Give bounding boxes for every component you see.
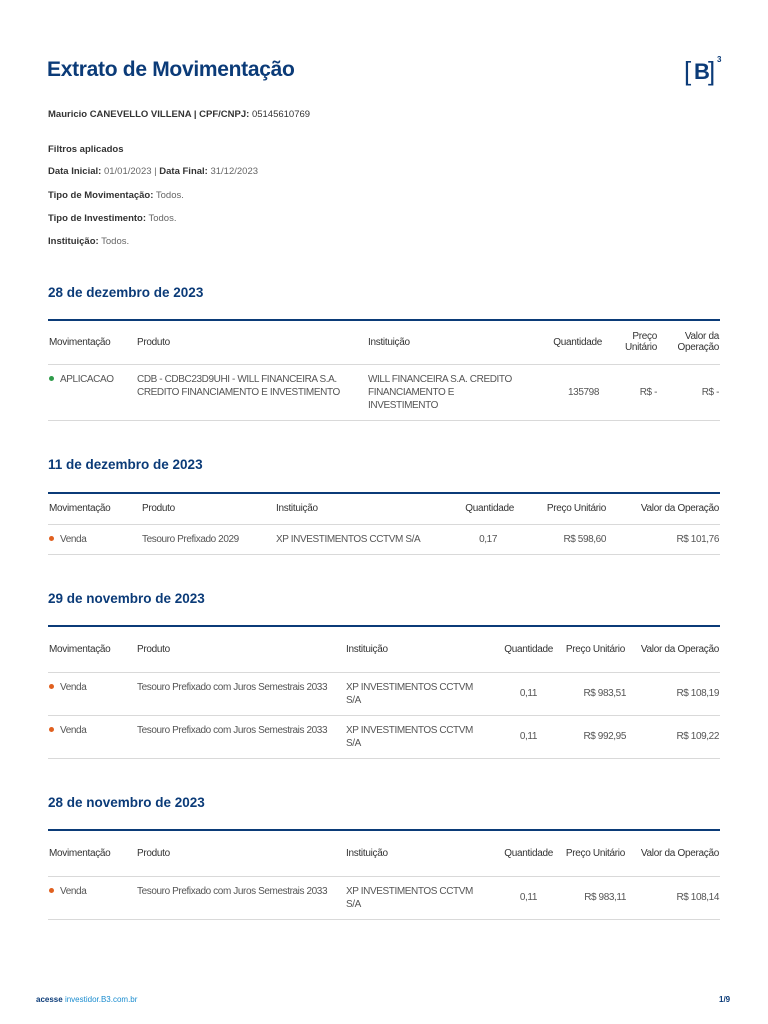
price-cell: R$ 598,60: [563, 533, 606, 545]
holder-name: Mauricio CANEVELLO VILLENA: [48, 109, 192, 120]
movement-table: [48, 319, 720, 421]
status-dot-icon: [49, 376, 54, 381]
value-cell: R$ 108,19: [676, 688, 719, 699]
doc-label: CPF/CNPJ:: [199, 109, 250, 120]
status-dot-icon: [49, 684, 54, 689]
value-cell: R$ 108,14: [676, 892, 719, 903]
col-header: Valor da Operação: [640, 503, 719, 515]
col-header: Produto: [137, 336, 170, 348]
section-date: 28 de novembro de 2023: [48, 795, 205, 810]
status-dot-icon: [49, 888, 54, 893]
table-row: [48, 876, 720, 919]
table-row: [48, 364, 720, 420]
col-header: Instituição: [346, 847, 388, 859]
footer-link[interactable]: investidor.B3.com.br: [64, 995, 138, 1004]
price-cell: R$ 983,11: [584, 892, 626, 903]
filter-institution: Instituição: Todos.: [48, 236, 130, 247]
col-header: Preço Unitário: [624, 331, 657, 354]
doc-value: 05145610769: [251, 109, 311, 120]
value-cell: R$ 101,76: [676, 533, 719, 545]
col-header: Quantidade: [553, 336, 602, 348]
institution-cell: XP INVESTIMENTOS CCTVM S/A: [276, 533, 421, 545]
movement-cell: APLICACAO: [48, 364, 136, 420]
quantity-cell: 0,11: [519, 731, 537, 742]
movement-cell: Venda: [48, 524, 141, 554]
col-header: Preço Unitário: [565, 643, 625, 655]
quantity-cell: 135798: [568, 386, 599, 398]
quantity-cell: 0,17: [479, 533, 497, 545]
product-cell: Tesouro Prefixado com Juros Semestrais 2033: [137, 885, 328, 897]
movement-cell: Venda: [48, 672, 136, 715]
col-header: Movimentação: [49, 336, 111, 348]
col-header: Valor da Operação: [640, 643, 719, 655]
movement-table: [48, 492, 720, 555]
col-header: Preço Unitário: [546, 503, 606, 515]
col-header: Preço Unitário: [565, 847, 625, 859]
col-header: Produto: [137, 643, 170, 655]
price-cell: R$ 992,95: [583, 731, 626, 742]
section-date: 28 de dezembro de 2023: [48, 285, 204, 300]
section-date: 11 de dezembro de 2023: [48, 457, 203, 472]
col-header: Valor da Operação: [640, 847, 719, 859]
filters-heading: Filtros aplicados: [48, 144, 124, 155]
account-holder: Mauricio CANEVELLO VILLENA | CPF/CNPJ: 05145610769: [48, 109, 311, 120]
col-header: Instituição: [346, 643, 388, 655]
col-header: Produto: [137, 847, 170, 859]
col-header: Valor da Operação: [677, 331, 719, 354]
institution-cell: XP INVESTIMENTOS CCTVM S/A: [346, 681, 473, 706]
col-header: Movimentação: [49, 847, 111, 859]
col-header: Quantidade: [504, 643, 553, 655]
price-cell: R$ -: [639, 386, 657, 398]
col-header: Instituição: [276, 503, 318, 515]
table-row: [48, 672, 720, 715]
col-header: Instituição: [368, 336, 410, 348]
quantity-cell: 0,11: [519, 892, 537, 903]
value-cell: R$ -: [701, 386, 719, 398]
status-dot-icon: [49, 536, 54, 541]
status-dot-icon: [49, 727, 54, 732]
movement-table: [48, 829, 720, 920]
movement-table: [48, 625, 720, 759]
movement-cell: Venda: [48, 876, 136, 919]
footer-access: acesse investidor.B3.com.br: [36, 995, 138, 1004]
table-row: [48, 524, 720, 554]
col-header: Quantidade: [504, 847, 553, 859]
page-number: 1/9: [719, 995, 731, 1004]
product-cell: Tesouro Prefixado com Juros Semestrais 2033: [137, 724, 328, 736]
value-cell: R$ 109,22: [676, 731, 719, 742]
filter-investment-type: Tipo de Investimento: Todos.: [48, 213, 177, 224]
product-cell: Tesouro Prefixado com Juros Semestrais 2033: [137, 681, 328, 693]
table-row: [48, 715, 720, 758]
institution-cell: XP INVESTIMENTOS CCTVM S/A: [346, 885, 473, 910]
page-title: Extrato de Movimentação: [47, 58, 295, 81]
col-header: Produto: [142, 503, 175, 515]
institution-cell: WILL FINANCEIRA S.A. CREDITO FINANCIAMENTO E INVESTIMENTO: [368, 373, 512, 411]
col-header: Movimentação: [49, 643, 111, 655]
col-header: Quantidade: [465, 503, 514, 515]
movement-cell: Venda: [48, 715, 136, 758]
filter-movement-type: Tipo de Movimentação: Todos.: [48, 190, 184, 201]
col-header: Movimentação: [49, 503, 111, 515]
institution-cell: XP INVESTIMENTOS CCTVM S/A: [346, 724, 473, 749]
quantity-cell: 0,11: [519, 688, 537, 699]
b3-logo: [ B ] 3: [684, 55, 722, 86]
price-cell: R$ 983,51: [583, 688, 626, 699]
section-date: 29 de novembro de 2023: [48, 591, 205, 606]
product-cell: Tesouro Prefixado 2029: [142, 533, 239, 545]
filter-dates: Data Inicial: 01/01/2023 | Data Final: 31/12/2023: [48, 166, 259, 177]
product-cell: CDB - CDBC23D9UHI - WILL FINANCEIRA S.A. CREDITO FINANCIAMENTO E INVESTIMENTO: [137, 373, 340, 398]
